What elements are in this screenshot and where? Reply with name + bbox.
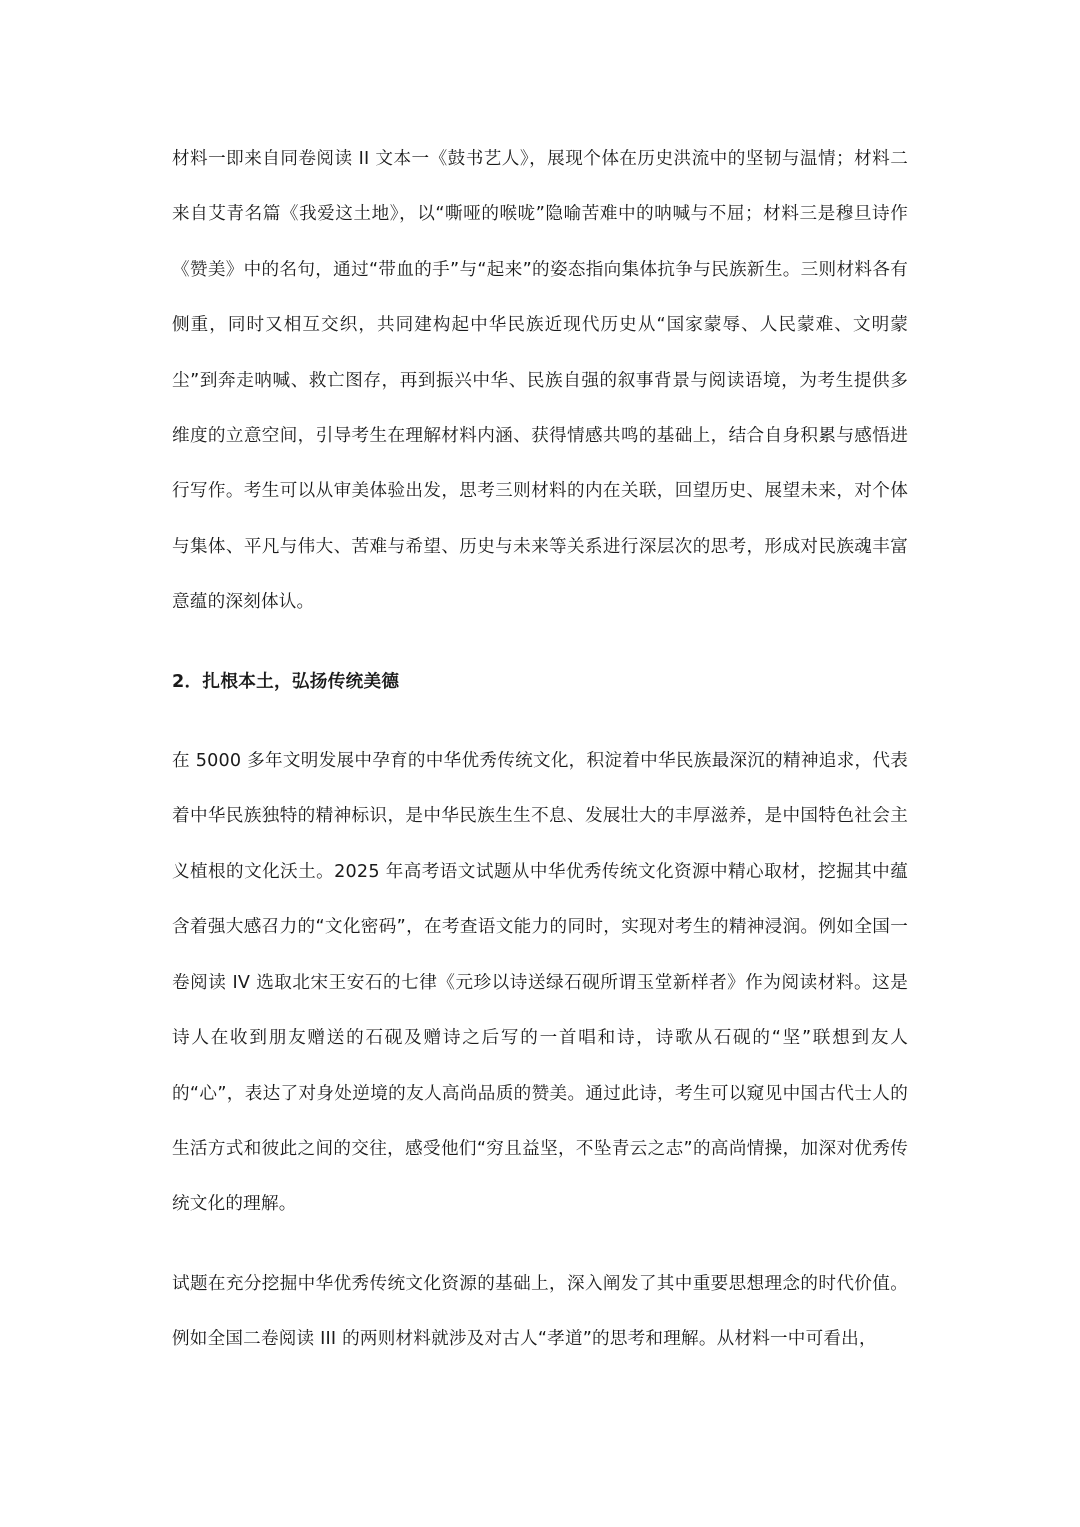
paragraph-filial-piety: 试题在充分挖掘中华优秀传统文化资源的基础上，深入阐发了其中重要思想理念的时代价值。例如全国二卷阅读 III 的两则材料就涉及对古人“孝道”的思考和理解。从材料一中可看出，	[172, 1273, 908, 1350]
paragraph-materials-analysis: 材料一即来自同卷阅读 II 文本一《鼓书艺人》，展现个体在历史洪流中的坚韧与温情；材料二来自艾青名篇《我爱这土地》，以“嘶哑的喉咙”隐喻苦难中的呐喊与不屈；材料三是穆旦诗作《赞美》中的名句，通过“带血的手”与“起来”的姿态指向集体抗争与民族新生。三则材料各有侧重，同时又相互交织，共同建构起中华民族近现代历史从“国家蒙辱、人民蒙难、文明蒙尘”到奔走呐喊、救亡图存，再到振兴中华、民族自强的叙事背景与阅读语境，为考生提供多维度的立意空间，引导考生在理解材料内涵、获得情感共鸣的基础上，结合自身积累与感悟进行写作。考生可以从审美体验出发，思考三则材料的内在关联，回望历史、展望未来，对个体与集体、平凡与伟大、苦难与希望、历史与未来等关系进行深层次的思考，形成对民族魂丰富意蕴的深刻体认。	[172, 149, 908, 613]
section-heading: 2．扎根本土，弘扬传统美德	[172, 671, 400, 692]
paragraph-traditional-culture: 在 5000 多年文明发展中孕育的中华优秀传统文化，积淀着中华民族最深沉的精神追求，代表着中华民族独特的精神标识，是中华民族生生不息、发展壮大的丰厚滋养，是中国特色社会主义植根的文化沃土。2025 年高考语文试题从中华优秀传统文化资源中精心取材，挖掘其中蕴含着强大感召力的“文化密码”，在考查语文能力的同时，实现对考生的精神浸润。例如全国一卷阅读 IV 选取北宋王安石的七律《元珍以诗送绿石砚所谓玉堂新样者》作为阅读材料。这是诗人在收到朋友赠送的石砚及赠诗之后写的一首唱和诗，诗歌从石砚的“坚”联想到友人的“心”，表达了对身处逆境的友人高尚品质的赞美。通过此诗，考生可以窥见中国古代士人的生活方式和彼此之间的交往，感受他们“穷且益坚，不坠青云之志”的高尚情操，加深对优秀传统文化的理解。	[172, 751, 908, 1215]
document-body	[172, 132, 908, 1368]
